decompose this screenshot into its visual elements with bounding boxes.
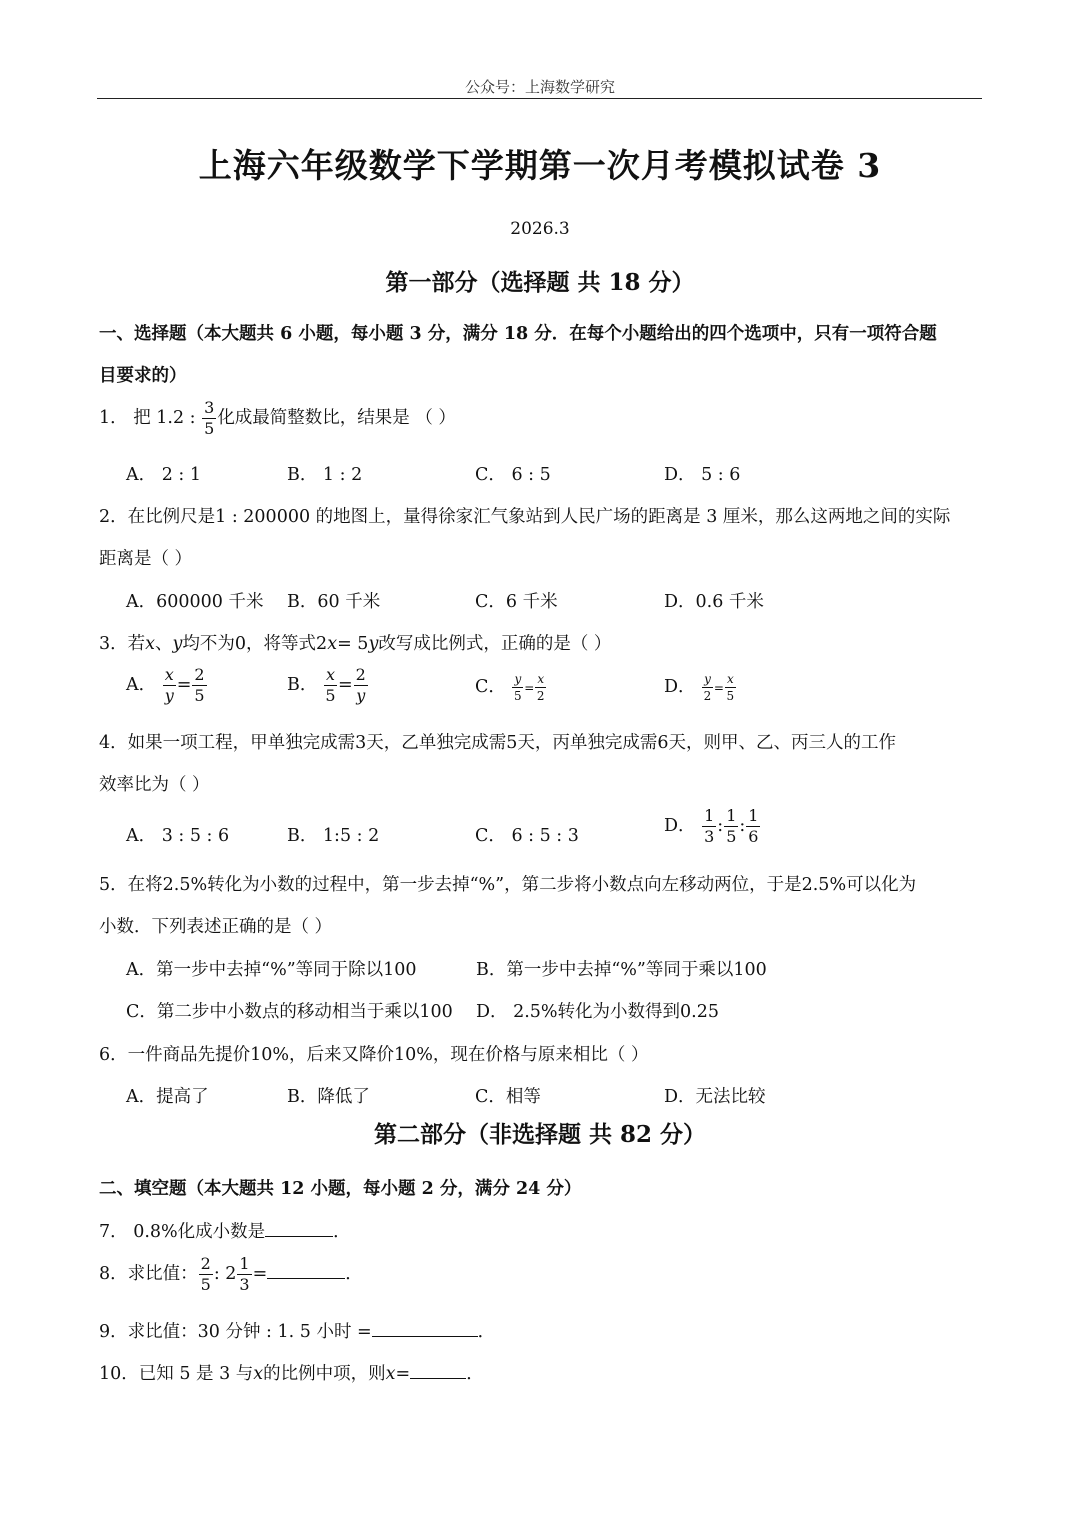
q1-frac-den: 5 — [204, 419, 215, 438]
q4d-frac1-num: 1 — [704, 806, 715, 825]
q3b-frac1 — [324, 667, 337, 704]
q1-option-b[interactable]: B． 1 : 2 — [287, 465, 363, 485]
section1-instructions: 一、选择题（本大题共 6 小题，每小题 3 分，满分 18 分．在每个小题给出的四个选项中，只有一项符合题 — [99, 324, 937, 344]
q4d-frac3 — [746, 808, 760, 845]
q3-option-d[interactable] — [664, 673, 737, 702]
q6-option-d[interactable]: D．无法比较 — [664, 1087, 766, 1107]
q10-var-x2: x — [385, 1364, 396, 1384]
question-8 — [99, 1256, 363, 1293]
q4-option-b[interactable]: B． 1:5 : 2 — [287, 826, 380, 846]
q4d-colon2: : — [739, 816, 746, 836]
q5-option-b[interactable]: B．第一步中去掉“%”等同于乘以100 — [476, 960, 767, 980]
q3a-frac1-den: y — [164, 686, 174, 705]
q10-end: ． — [466, 1364, 484, 1384]
question-2: 2．在比例尺是1 : 200000 的地图上，量得徐家汇气象站到人民广场的距离是 3 厘米，那么这两地之间的实际 — [99, 507, 951, 527]
q1-suffix: 化成最简整数比，结果是 （ ） — [217, 408, 456, 428]
section1-instructions-cont: 目要求的） — [99, 366, 187, 386]
q3a-eq: = — [176, 675, 192, 695]
q3a-frac2-num: 2 — [194, 665, 205, 684]
question-6: 6．一件商品先提价10%，后来又降价10%，现在价格与原来相比（ ） — [99, 1045, 649, 1065]
q10-mid: 的比例中项，则 — [263, 1364, 386, 1384]
q1-frac-num: 3 — [204, 398, 215, 417]
q8-frac-den: 5 — [200, 1275, 211, 1294]
question-3 — [99, 630, 611, 655]
q3-option-a[interactable] — [126, 667, 208, 704]
q3-var-x2: x — [327, 634, 338, 654]
q2-option-c[interactable]: C．6 千米 — [475, 592, 558, 612]
q3a-frac2-den: 5 — [194, 686, 205, 705]
q3-t1: 3．若 — [99, 634, 146, 654]
q8-mixed-num: 1 — [239, 1254, 250, 1273]
q3b-frac2-num: 2 — [355, 665, 366, 684]
q8-end: ． — [345, 1264, 363, 1284]
q4-option-d[interactable] — [664, 808, 761, 845]
q1-option-a[interactable]: A． 2 : 1 — [126, 465, 201, 485]
q4d-frac1 — [702, 808, 716, 845]
q10-eq: = — [395, 1364, 411, 1384]
q3b-eq: = — [337, 675, 353, 695]
q3d-frac2-num: x — [726, 672, 734, 686]
question-10 — [99, 1360, 484, 1385]
page-header: 公众号：上海数学研究 — [464, 78, 615, 96]
q3d-frac1 — [702, 673, 713, 702]
q6-option-c[interactable]: C．相等 — [475, 1087, 541, 1107]
q3a-frac2 — [192, 667, 206, 704]
q9-answer-blank[interactable] — [372, 1320, 478, 1337]
question-2-cont: 距离是（ ） — [99, 549, 193, 569]
q3c-frac1-num: y — [514, 672, 522, 686]
q3d-frac2-den: 5 — [726, 689, 735, 703]
q4-option-a[interactable]: A． 3 : 5 : 6 — [126, 826, 230, 846]
q3c-label: C． — [475, 677, 506, 697]
page-title: 上海六年级数学下学期第一次月考模拟试卷 3 — [198, 146, 882, 185]
q4d-colon1: : — [717, 816, 724, 836]
q4d-frac2-den: 5 — [726, 827, 737, 846]
q4d-frac2-num: 1 — [726, 806, 737, 825]
q8-frac — [199, 1256, 213, 1293]
q3d-label: D． — [664, 677, 696, 697]
q3d-frac2 — [725, 673, 736, 702]
q1-option-c[interactable]: C． 6 : 5 — [475, 465, 551, 485]
q4d-frac2 — [724, 808, 738, 845]
q3d-eq: = — [713, 681, 724, 695]
q3c-frac1-den: 5 — [514, 689, 522, 703]
q8-colon: : 2 — [213, 1264, 237, 1284]
part2-heading: 第二部分（非选择题 共 82 分） — [373, 1121, 707, 1148]
q7-end: ． — [333, 1222, 351, 1242]
q3-t4: = 5 — [337, 634, 369, 654]
question-7 — [99, 1218, 351, 1243]
q3-t5: 改写成比例式，正确的是（ ） — [378, 634, 612, 654]
q3c-frac2-den: 2 — [536, 689, 545, 703]
q5-option-c[interactable]: C．第二步中小数点的移动相当于乘以100 — [126, 1002, 453, 1022]
q3b-frac1-den: 5 — [325, 686, 336, 705]
question-5: 5．在将2.5%转化为小数的过程中，第一步去掉“%”，第二步将小数点向左移动两位，于是2.5%可以化为 — [99, 875, 917, 895]
q3-t2: 、 — [155, 634, 173, 654]
q9-end: ． — [477, 1322, 496, 1342]
q1-fraction — [202, 400, 216, 437]
q10-var-x: x — [253, 1364, 264, 1384]
q3-var-x: x — [145, 634, 156, 654]
q7-answer-blank[interactable] — [265, 1220, 333, 1237]
q4-option-c[interactable]: C． 6 : 5 : 3 — [475, 826, 579, 846]
q3a-frac1 — [163, 667, 176, 704]
q2-option-a[interactable]: A．600000 千米 — [126, 592, 264, 612]
q3b-frac1-num: x — [325, 665, 335, 684]
q3b-label: B． — [287, 675, 318, 695]
q3-var-y: y — [172, 634, 183, 654]
q2-option-b[interactable]: B．60 千米 — [287, 592, 381, 612]
question-5-cont: 小数．下列表述正确的是（ ） — [99, 917, 333, 937]
q3a-label: A． — [126, 675, 157, 695]
q3a-frac1-num: x — [164, 665, 174, 684]
q10-text: 10．已知 5 是 3 与 — [99, 1364, 254, 1384]
exam-date: 2026.3 — [510, 219, 570, 239]
q5-option-d[interactable]: D． 2.5%转化为小数得到0.25 — [476, 1002, 720, 1022]
q3c-frac1 — [512, 673, 523, 702]
q5-option-a[interactable]: A．第一步中去掉“%”等同于除以100 — [126, 960, 417, 980]
q3c-eq: = — [524, 681, 535, 695]
part1-heading: 第一部分（选择题 共 18 分） — [385, 269, 695, 296]
header-rule — [97, 98, 982, 99]
q2-option-d[interactable]: D．0.6 千米 — [664, 592, 764, 612]
q8-text: 8．求比值： — [99, 1264, 198, 1284]
q3d-frac1-den: 2 — [703, 689, 712, 703]
q8-mixed-den: 3 — [239, 1275, 250, 1294]
q8-eq: = — [252, 1264, 268, 1284]
q4d-label: D． — [664, 816, 696, 836]
q3c-frac2-num: x — [537, 672, 545, 686]
q10-answer-blank[interactable] — [410, 1362, 466, 1379]
section2-instructions: 二、填空题（本大题共 12 小题，每小题 2 分，满分 24 分） — [99, 1179, 582, 1199]
q3-option-c[interactable] — [475, 673, 547, 702]
q8-mixed-frac — [237, 1256, 251, 1293]
q3-option-b[interactable] — [287, 667, 369, 704]
q6-option-b[interactable]: B．降低了 — [287, 1087, 370, 1107]
q4d-frac1-den: 3 — [704, 827, 715, 846]
q7-text: 7． 0.8%化成小数是 — [99, 1222, 266, 1242]
question-1 — [99, 400, 456, 437]
q3-var-y2: y — [368, 634, 379, 654]
q8-answer-blank[interactable] — [267, 1262, 345, 1279]
question-4: 4．如果一项工程，甲单独完成需3天，乙单独完成需5天，丙单独完成需6天，则甲、乙、丙三人的工作 — [99, 733, 897, 753]
q1-option-d[interactable]: D． 5 : 6 — [664, 465, 741, 485]
question-4-cont: 效率比为（ ） — [99, 775, 210, 795]
q6-option-a[interactable]: A．提高了 — [126, 1087, 209, 1107]
q3d-frac1-num: y — [704, 672, 711, 686]
q1-prefix: 1． 把 1.2 : — [99, 408, 202, 428]
q8-frac-num: 2 — [200, 1254, 211, 1273]
q4d-frac3-den: 6 — [748, 827, 759, 846]
q3b-frac2 — [354, 667, 368, 704]
q3c-frac2 — [535, 673, 546, 702]
q9-text: 9．求比值：30 分钟 : 1. 5 小时 = — [99, 1322, 372, 1342]
q4d-frac3-num: 1 — [748, 806, 759, 825]
question-9 — [99, 1318, 495, 1343]
q3-t3: 均不为0，将等式2 — [182, 634, 328, 654]
q3b-frac2-den: y — [356, 686, 366, 705]
